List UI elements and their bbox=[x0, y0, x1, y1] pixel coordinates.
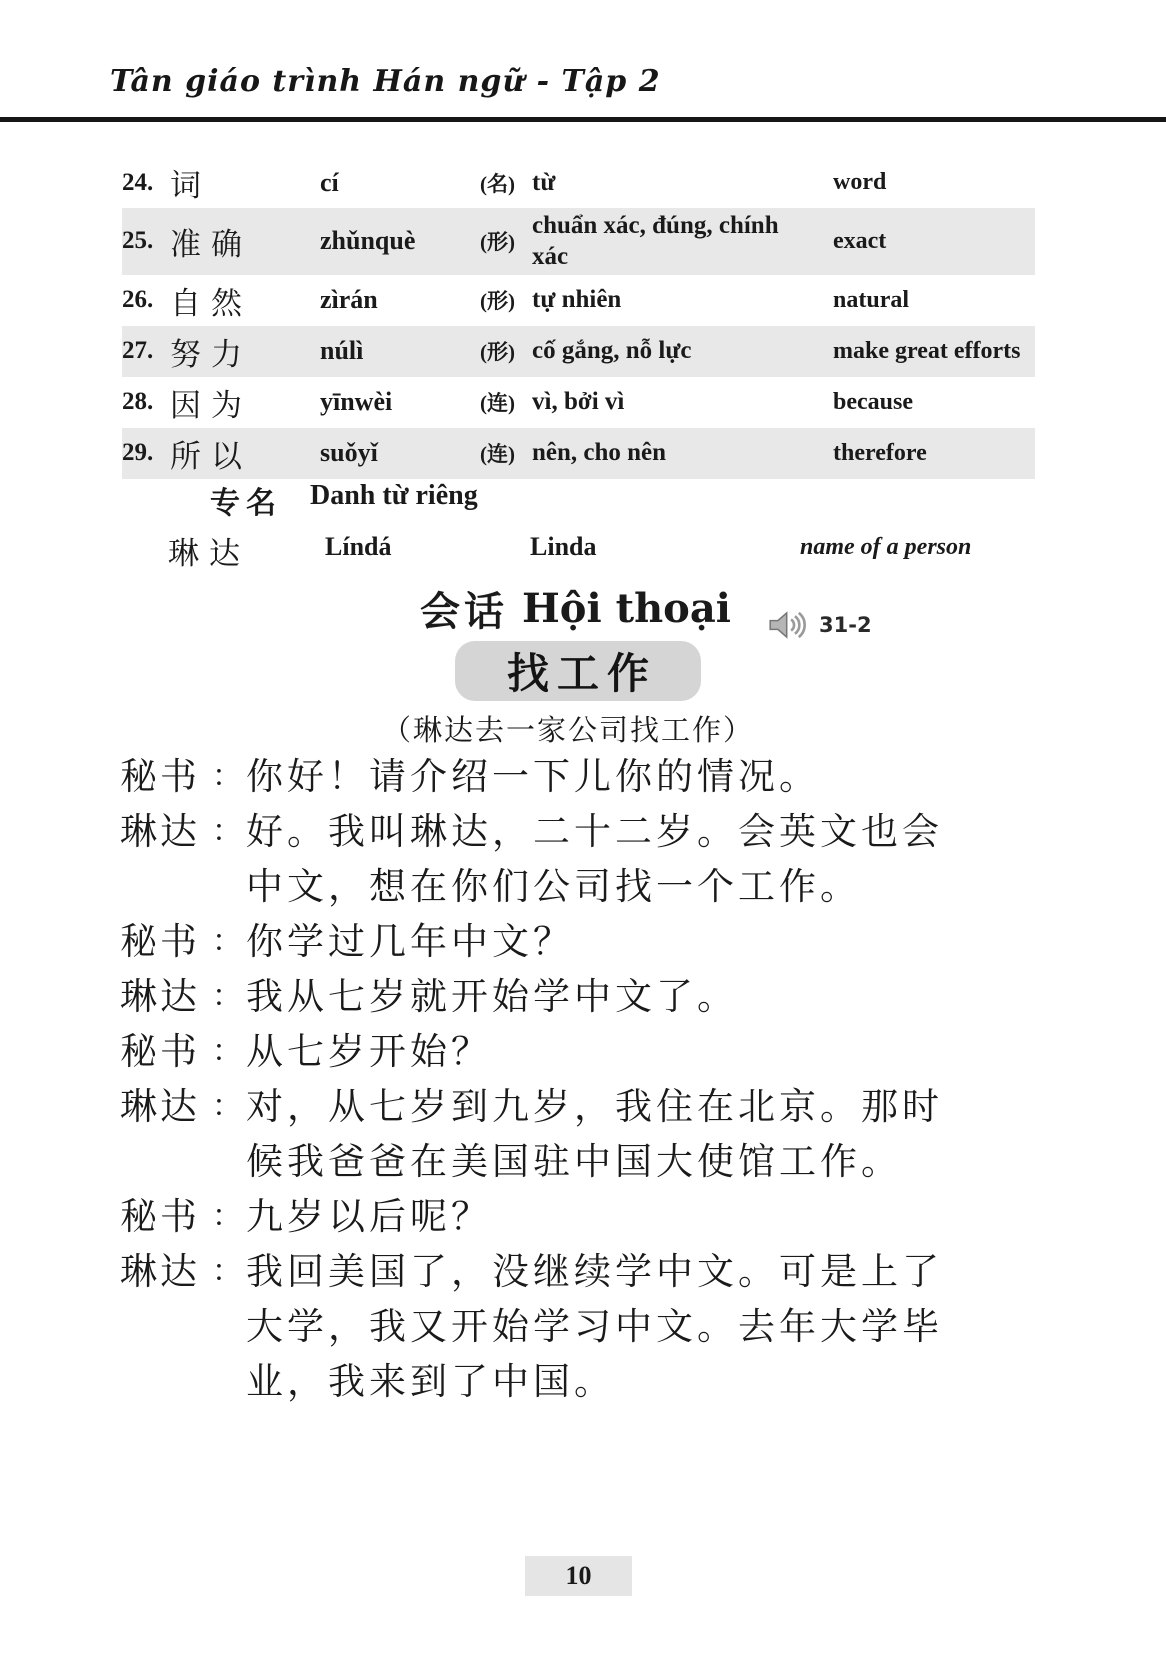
vocab-pinyin: cí bbox=[320, 167, 339, 197]
proper-noun-label-vn: Danh từ riêng bbox=[310, 480, 478, 511]
dialogue-colon: ： bbox=[212, 1200, 242, 1233]
vocab-number: 29. bbox=[122, 439, 154, 466]
dialogue-heading bbox=[420, 580, 731, 637]
vocab-pos: (连) bbox=[480, 442, 515, 466]
dialogue-text: 你学过几年中文？ bbox=[246, 922, 574, 963]
dialogue-colon: ： bbox=[212, 925, 242, 958]
speaker-label: 秘书 bbox=[120, 922, 200, 963]
vocab-number: 28. bbox=[122, 388, 154, 415]
vocab-pinyin: yīnwèi bbox=[320, 387, 393, 416]
vocab-english: therefore bbox=[833, 439, 927, 466]
proper-noun-name: Linda bbox=[530, 532, 597, 561]
dialogue-title-box bbox=[455, 641, 701, 701]
vocab-vietnamese: từ bbox=[532, 168, 556, 196]
dialogue-line bbox=[120, 754, 1130, 809]
proper-noun-header-row bbox=[122, 474, 1035, 524]
speaker-label: 琳达 bbox=[120, 977, 200, 1018]
vocab-hanzi: 自然 bbox=[170, 285, 252, 321]
vocab-row bbox=[122, 428, 1035, 479]
vocab-pinyin: zìrán bbox=[320, 285, 378, 314]
page-header-title: Tân giáo trình Hán ngữ - Tập 2 bbox=[110, 64, 661, 99]
vocab-row bbox=[122, 157, 1035, 208]
dialogue-text: 我回美国了，没继续学中文。可是上了 bbox=[246, 1252, 943, 1293]
speaker-label: 秘书 bbox=[120, 1197, 200, 1238]
speaker-label: 秘书 bbox=[120, 757, 200, 798]
dialogue-line-continuation bbox=[120, 1304, 1130, 1359]
page-number-box bbox=[525, 1556, 632, 1596]
dialogue-colon: ： bbox=[212, 980, 242, 1013]
vocab-english: make great efforts bbox=[833, 337, 1021, 364]
vocab-hanzi: 准确 bbox=[170, 226, 252, 262]
dialogue-line bbox=[120, 1084, 1130, 1139]
vocab-vietnamese: vì, bởi vì bbox=[532, 388, 625, 416]
dialogue-line bbox=[120, 1249, 1130, 1304]
dialogue-line-continuation bbox=[120, 1359, 1130, 1414]
vocab-pos: (形) bbox=[480, 230, 515, 255]
header-rule bbox=[0, 117, 1166, 122]
dialogue-line bbox=[120, 974, 1130, 1029]
proper-noun-note: name of a person bbox=[800, 534, 972, 560]
vocab-hanzi: 词 bbox=[170, 168, 211, 203]
dialogue-colon: ： bbox=[212, 1035, 242, 1068]
dialogue-text: 我从七岁就开始学中文了。 bbox=[246, 977, 738, 1018]
vocab-hanzi: 努力 bbox=[170, 336, 252, 372]
dialogue-colon: ： bbox=[212, 1090, 242, 1123]
vocab-row bbox=[122, 275, 1035, 326]
speaker-icon bbox=[768, 610, 812, 640]
proper-noun-entry-row bbox=[122, 524, 1035, 574]
vocab-vietnamese: cố gắng, nỗ lực bbox=[532, 337, 692, 365]
dialogue-title: 找工作 bbox=[506, 652, 657, 698]
vocab-english: natural bbox=[833, 286, 910, 313]
dialogue-heading-vn: Hội thoại bbox=[522, 585, 731, 632]
dialogue-text: 候我爸爸在美国驻中国大使馆工作。 bbox=[246, 1142, 902, 1183]
vocab-pos: (连) bbox=[480, 391, 515, 415]
speaker-label: 琳达 bbox=[120, 812, 200, 853]
vocab-number: 27. bbox=[122, 337, 154, 364]
dialogue-text: 中文，想在你们公司找一个工作。 bbox=[246, 867, 861, 908]
vocab-pos: (形) bbox=[480, 289, 515, 313]
vocab-row bbox=[122, 377, 1035, 428]
vocab-pinyin: núlì bbox=[320, 336, 364, 365]
vocab-pinyin: suǒyǐ bbox=[320, 438, 378, 467]
audio-track-indicator bbox=[768, 610, 872, 640]
dialogue-text: 业，我来到了中国。 bbox=[246, 1362, 615, 1403]
dialogue-setting: （琳达去一家公司找工作） bbox=[381, 715, 754, 747]
proper-noun-pinyin: Líndá bbox=[325, 532, 392, 561]
audio-track-label: 31-2 bbox=[819, 613, 872, 637]
vocab-pos: (名) bbox=[480, 171, 515, 196]
proper-noun-hanzi: 琳达 bbox=[168, 536, 250, 571]
dialogue-text: 你好！请介绍一下儿你的情况。 bbox=[246, 757, 820, 798]
vocab-english: exact bbox=[833, 228, 887, 255]
dialogue-colon: ： bbox=[212, 760, 242, 793]
vocab-table bbox=[122, 157, 1035, 479]
dialogue-line bbox=[120, 1194, 1130, 1249]
vocab-hanzi: 因为 bbox=[170, 387, 252, 423]
vocab-pinyin: zhǔnquè bbox=[320, 226, 416, 256]
speaker-label: 琳达 bbox=[120, 1087, 200, 1128]
dialogue-line bbox=[120, 919, 1130, 974]
vocab-vietnamese: tự nhiên bbox=[532, 286, 622, 314]
vocab-vietnamese: nên, cho nên bbox=[532, 439, 667, 467]
dialogue-heading-cn: 会话 bbox=[420, 589, 508, 634]
dialogue-text: 大学，我又开始学习中文。去年大学毕 bbox=[246, 1307, 943, 1348]
dialogue-line-continuation bbox=[120, 864, 1130, 919]
dialogue-colon: ： bbox=[212, 1255, 242, 1288]
speaker-label: 秘书 bbox=[120, 1032, 200, 1073]
vocab-row bbox=[122, 208, 1035, 275]
speaker-label: 琳达 bbox=[120, 1252, 200, 1293]
dialogue-body bbox=[120, 754, 1130, 1414]
vocab-number: 25. bbox=[122, 227, 154, 255]
dialogue-colon: ： bbox=[212, 815, 242, 848]
dialogue-text: 好。我叫琳达，二十二岁。会英文也会 bbox=[246, 812, 943, 853]
vocab-number: 24. bbox=[122, 168, 154, 196]
vocab-hanzi: 所以 bbox=[170, 438, 252, 474]
dialogue-line bbox=[120, 809, 1130, 864]
page-number: 10 bbox=[565, 1561, 592, 1590]
dialogue-line bbox=[120, 1029, 1130, 1084]
proper-noun-section bbox=[122, 474, 1035, 574]
dialogue-text: 从七岁开始？ bbox=[246, 1032, 492, 1073]
vocab-english: because bbox=[833, 388, 913, 415]
dialogue-text: 九岁以后呢？ bbox=[246, 1197, 492, 1238]
vocab-row bbox=[122, 326, 1035, 377]
vocab-english: word bbox=[833, 169, 887, 196]
vocab-pos: (形) bbox=[480, 340, 515, 364]
dialogue-text: 对，从七岁到九岁，我住在北京。那时 bbox=[246, 1087, 943, 1128]
dialogue-line-continuation bbox=[120, 1139, 1130, 1194]
vocab-number: 26. bbox=[122, 286, 154, 313]
proper-noun-label-cn: 专名 bbox=[210, 487, 282, 520]
vocab-vietnamese: chuẩn xác, đúng, chính xác bbox=[532, 212, 779, 271]
